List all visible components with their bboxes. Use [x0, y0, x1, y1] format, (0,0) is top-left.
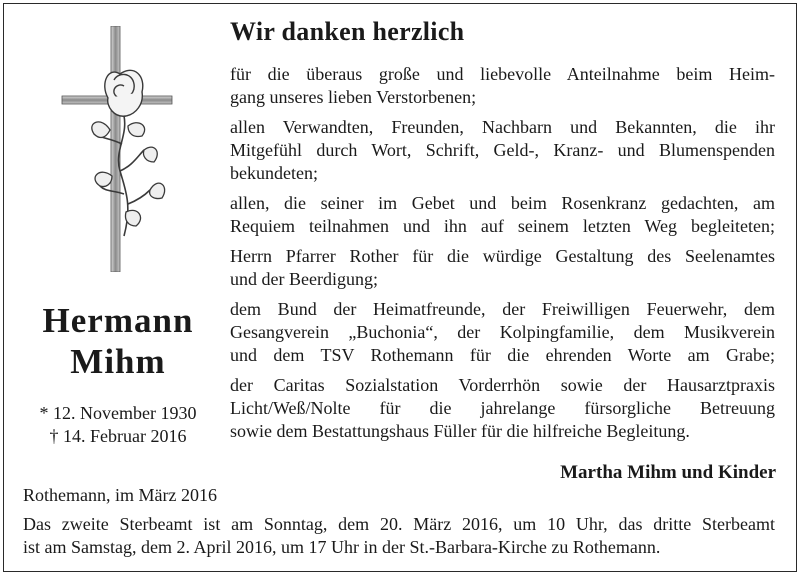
page-title: Wir danken herzlich [230, 17, 465, 46]
text-line: allen Verwandten, Freunden, Nachbarn und Bekannten, die ihr [230, 117, 775, 137]
text-line: Licht/Weß/Nolte für die jahrelange fürsorgliche Betreuung [230, 398, 775, 418]
text-line: dem Bund der Heimatfreunde, der Freiwilligen Feuerwehr, dem [230, 299, 775, 319]
service-notice-line: Das zweite Sterbeamt ist am Sonntag, dem 20. März 2016, um 10 Uhr, das dritte Sterbeamt [23, 514, 775, 534]
text-line: Herrn Pfarrer Rother für die würdige Gestaltung des Seelenamtes [230, 246, 775, 266]
text-line: und der Beerdigung; [230, 269, 378, 289]
cross-with-rose-icon [58, 26, 176, 272]
text-line: Requiem teilnahmen und ihn auf seinem letzten Weg begleiteten; [230, 216, 775, 236]
deceased-last-name: Mihm [70, 342, 166, 381]
text-line: für die überaus große und liebevolle Anteilnahme beim Heim- [230, 64, 775, 84]
death-date: † 14. Februar 2016 [49, 426, 187, 446]
service-notice-line: ist am Samstag, dem 2. April 2016, um 17 Uhr in der St.-Barbara-Kirche zu Rothemann. [23, 537, 661, 557]
birth-date: * 12. November 1930 [39, 403, 197, 423]
deceased-first-name: Hermann [42, 301, 194, 340]
text-line: Gesangverein „Buchonia“, der Kolpingfamilie, dem Musikverein [230, 322, 775, 342]
text-line: gang unseres lieben Verstorbenen; [230, 87, 477, 107]
text-line: und dem TSV Rothemann für die ehrenden Worte am Grabe; [230, 345, 775, 365]
text-line: allen, die seiner im Gebet und beim Rosenkranz gedachten, am [230, 193, 775, 213]
text-line: bekundeten; [230, 163, 318, 183]
text-line: Mitgefühl durch Wort, Schrift, Geld-, Kranz- und Blumenspenden [230, 140, 775, 160]
place-date: Rothemann, im März 2016 [23, 485, 217, 505]
text-line: sowie dem Bestattungshaus Füller für die hilfreiche Begleitung. [230, 421, 690, 441]
text-line: der Caritas Sozialstation Vorderrhön sowie der Hausarztpraxis [230, 375, 775, 395]
signature: Martha Mihm und Kinder [560, 462, 776, 483]
